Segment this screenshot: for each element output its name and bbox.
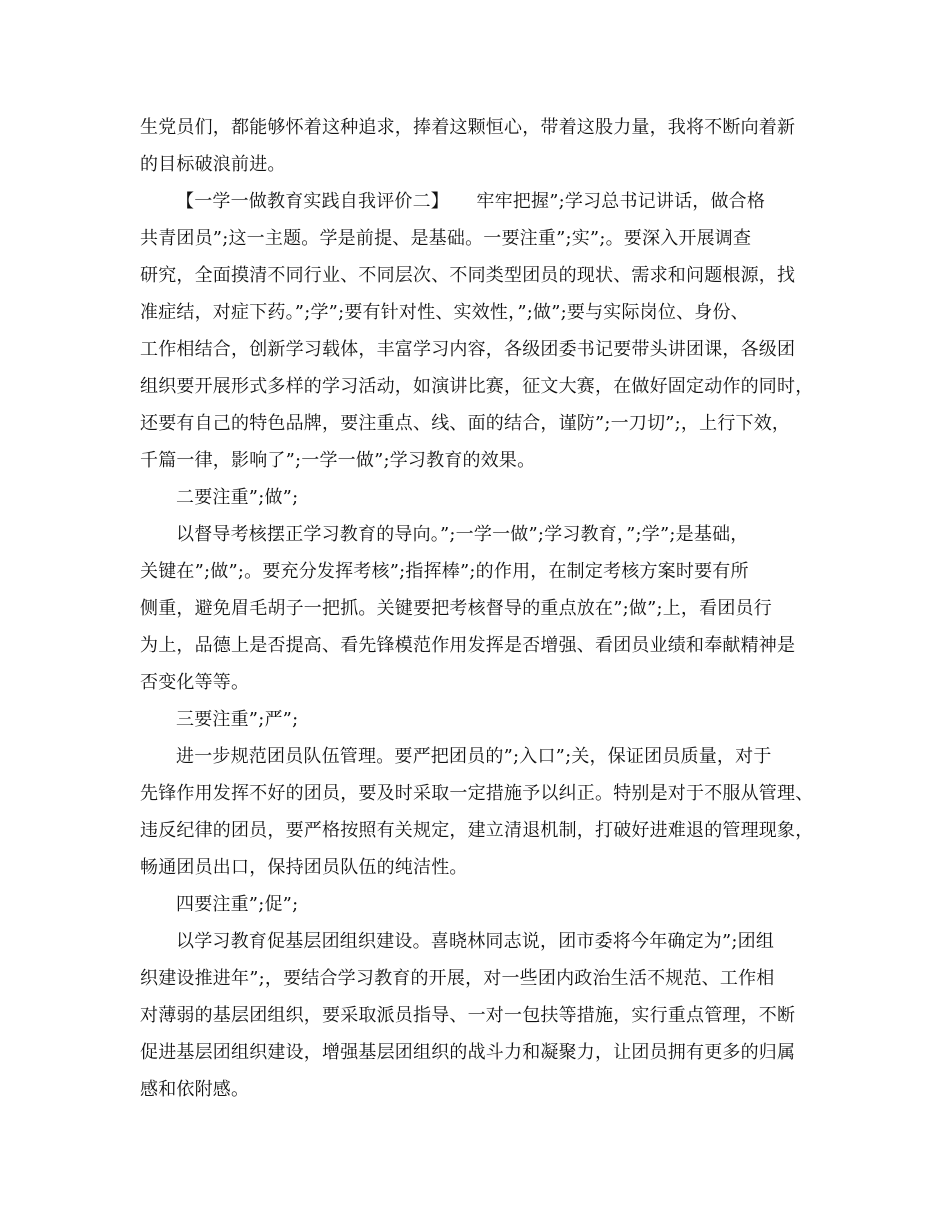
text-line: 违反纪律的团员，要严格按照有关规定，建立清退机制，打破好进难退的管理现象， <box>140 820 814 841</box>
text-line: 生党员们，都能够怀着这种追求，捧着这颗恒心，带着这股力量，我将不断向着新 <box>140 117 796 138</box>
text-line: 以督导考核摆正学习教育的导向。”;一学一做”;学习教育，”;学”;是基础， <box>176 524 749 545</box>
text-line: 为上，品德上是否提高、看先锋模范作用发挥是否增强、看团员业绩和奉献精神是 <box>140 635 796 656</box>
text-line: 组织要开展形式多样的学习活动，如演讲比赛，征文大赛，在做好固定动作的同时， <box>140 376 814 397</box>
text-line: 工作相结合，创新学习载体，丰富学习内容，各级团委书记要带头讲团课，各级团 <box>140 339 796 360</box>
text-line: 否变化等等。 <box>140 672 250 693</box>
text-line: 共青团员”;这一主题。学是前提、是基础。一要注重”;实”;。要深入开展调查 <box>140 228 752 249</box>
text-line: 以学习教育促基层团组织建设。喜晓林同志说，团市委将今年确定为”;团组 <box>176 931 775 952</box>
subheading-line: 二要注重”;做”; <box>176 487 299 508</box>
text-line: 千篇一律，影响了”;一学一做”;学习教育的效果。 <box>140 450 536 471</box>
text-line: 侧重，避免眉毛胡子一把抓。关键要把考核督导的重点放在”;做”;上，看团员行 <box>140 598 772 619</box>
text-line: 织建设推进年”;，要结合学习教育的开展，对一些团内政治生活不规范、工作相 <box>140 968 775 989</box>
subheading-line: 四要注重”;促”; <box>176 894 299 915</box>
subheading-line: 三要注重”;严”; <box>176 709 299 730</box>
text-line: 畅通团员出口，保持团员队伍的纯洁性。 <box>140 857 468 878</box>
text-line: 准症结，对症下药。”;学”;要有针对性、实效性，”;做”;要与实际岗位、身份、 <box>140 302 749 323</box>
text-line: 还要有自己的特色品牌，要注重点、线、面的结合，谨防”;一刀切”;，上行下效， <box>140 413 791 434</box>
text-line: 研究，全面摸清不同行业、不同层次、不同类型团员的现状、需求和问题根源，找 <box>140 265 796 286</box>
text-line: 感和依附感。 <box>140 1079 250 1100</box>
text-line: 促进基层团组织建设，增强基层团组织的战斗力和凝聚力，让团员拥有更多的归属 <box>140 1042 796 1063</box>
text-line: 先锋作用发挥不好的团员，要及时采取一定措施予以纠正。特别是对于不服从管理、 <box>140 783 814 804</box>
text-line: 对薄弱的基层团组织，要采取派员指导、一对一包扶等措施，实行重点管理，不断 <box>140 1005 796 1026</box>
text-line: 关键在”;做”;。要充分发挥考核”;指挥棒”;的作用，在制定考核方案时要有所 <box>140 561 749 582</box>
text-line: 进一步规范团员队伍管理。要严把团员的”;入口”;关，保证团员质量，对于 <box>176 746 772 767</box>
section-heading: 【一学一做教育实践自我评价二】 牢牢把握”;学习总书记讲话，做合格 <box>176 191 766 212</box>
text-line: 的目标破浪前进。 <box>140 154 286 175</box>
